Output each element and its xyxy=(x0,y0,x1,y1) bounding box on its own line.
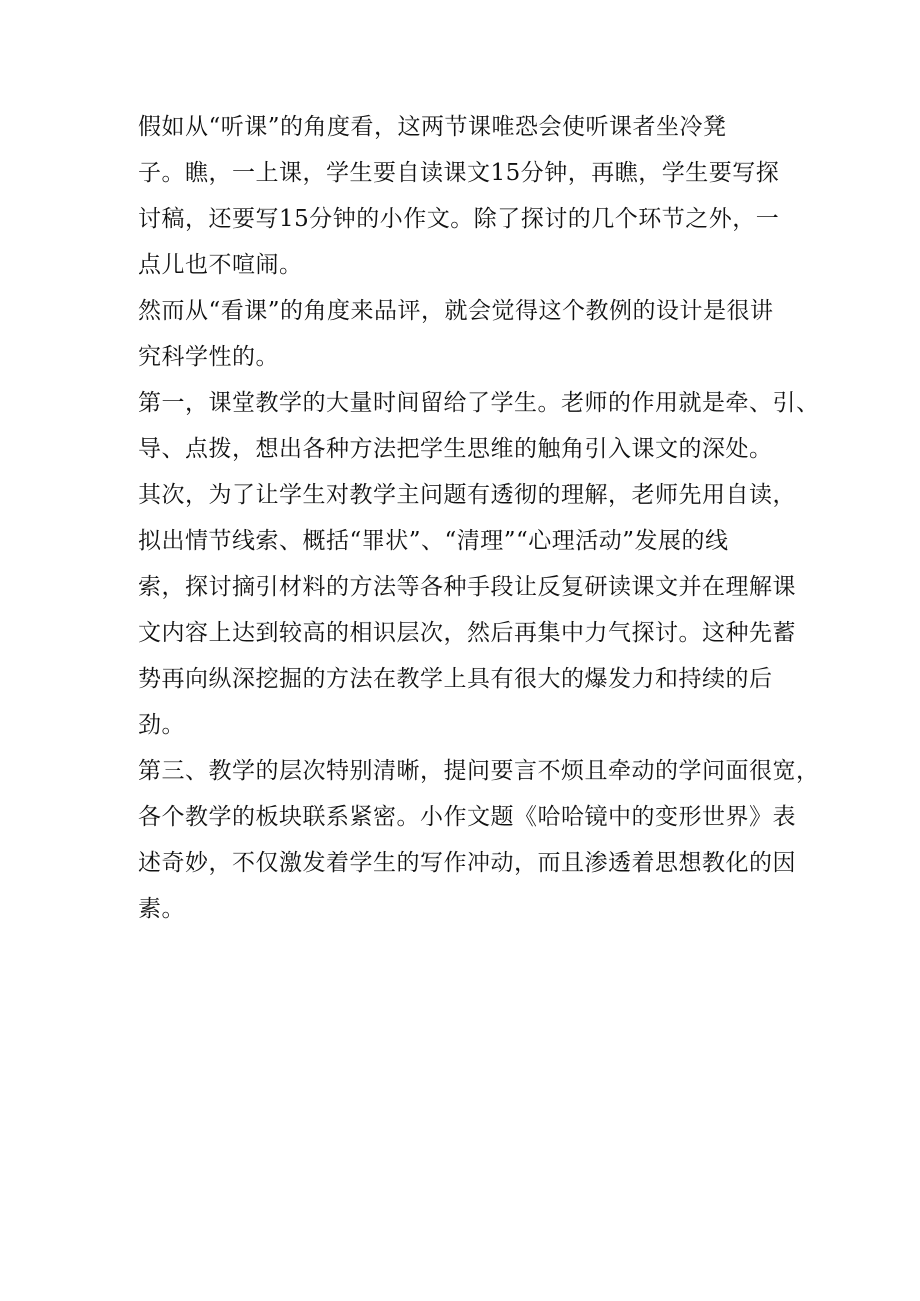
paragraph-line: 索，探讨摘引材料的方法等各种手段让反复研读课文并在理解课 xyxy=(138,574,796,600)
paragraph-line: 子。瞧，一上课，学生要自读课文15分钟，再瞧，学生要写探 xyxy=(138,160,780,186)
paragraph-line: 点儿也不喧闹。 xyxy=(138,252,303,278)
paragraph-second-point xyxy=(138,472,798,748)
paragraph-listening-view xyxy=(138,104,798,288)
paragraph-third-point xyxy=(138,748,820,932)
paragraph-line: 其次，为了让学生对教学主问题有透彻的理解，老师先用自读， xyxy=(138,482,796,508)
paragraph-line: 第三、教学的层次特别清晰，提问要言不烦且牵动的学问面很宽， xyxy=(138,758,820,784)
paragraph-line: 第一，课堂教学的大量时间留给了学生。老师的作用就是牵、引、 xyxy=(138,390,820,416)
paragraph-first-point xyxy=(138,380,820,472)
paragraph-line: 文内容上达到较高的相识层次，然后再集中力气探讨。这种先蓄 xyxy=(138,620,796,646)
paragraph-line: 导、点拨，想出各种方法把学生思维的触角引入课文的深处。 xyxy=(138,436,773,462)
paragraph-line: 述奇妙，不仅激发着学生的写作冲动，而且渗透着思想教化的因 xyxy=(138,850,796,876)
paragraph-line: 势再向纵深挖掘的方法在教学上具有很大的爆发力和持续的后 xyxy=(138,666,773,692)
paragraph-line: 拟出情节线索、概括“罪状”、“清理”“心理活动”发展的线 xyxy=(138,528,729,554)
paragraph-line: 假如从“听课”的角度看，这两节课唯恐会使听课者坐冷凳 xyxy=(138,114,727,140)
paragraph-watching-view xyxy=(138,288,798,380)
paragraph-line: 各个教学的板块联系紧密。小作文题《哈哈镜中的变形世界》表 xyxy=(138,804,796,830)
paragraph-line: 素。 xyxy=(138,896,185,922)
paragraph-line: 然而从“看课”的角度来品评，就会觉得这个教例的设计是很讲 xyxy=(138,298,774,324)
document-body xyxy=(138,104,820,932)
paragraph-line: 究科学性的。 xyxy=(138,344,279,370)
paragraph-line: 劲。 xyxy=(138,712,185,738)
paragraph-line: 讨稿，还要写15分钟的小作文。除了探讨的几个环节之外，一 xyxy=(138,206,780,232)
